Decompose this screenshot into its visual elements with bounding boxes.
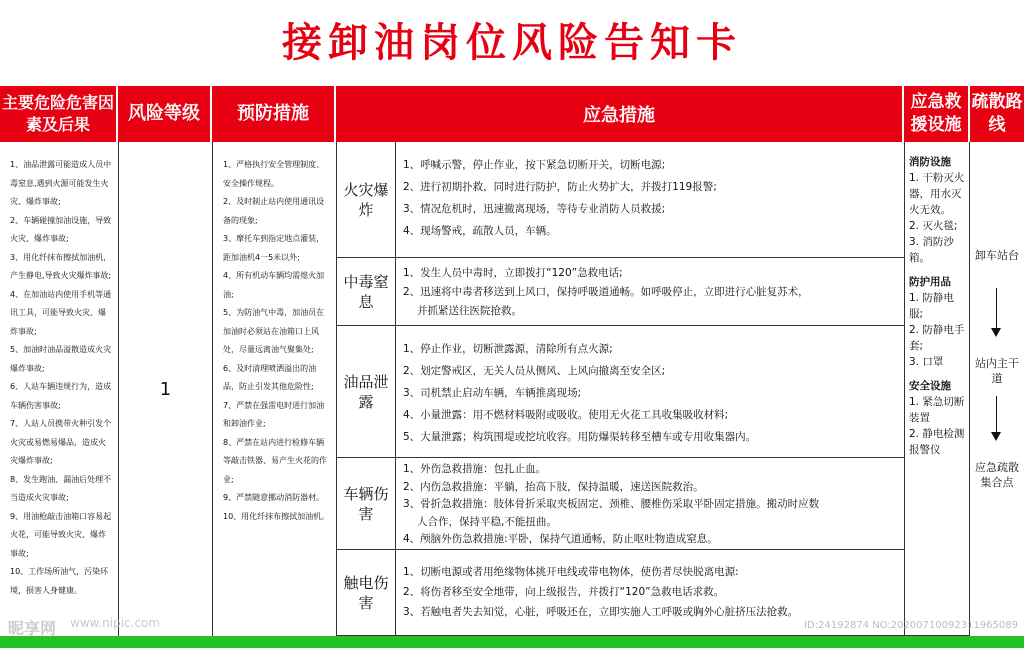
protective-gear-title: 防护用品 [909,276,951,288]
prevention-item: 6、及时清理喷洒溢出的油品，防止引发其他危险性; [223,363,317,391]
evac-start: 卸车站台 [975,249,1019,262]
emergency-row-leak [337,326,905,458]
page-title: 接卸油岗位风险告知卡 [282,20,742,66]
fire-facility-item: 1. 干粉灭火器，用水灭火无效。 [909,172,965,216]
watermark-id: ID:24192874 NO:20200710092311965089 [804,620,1018,631]
row-label: 触电伤害 [337,550,396,635]
evac-middle: 站内主干道 [975,357,1019,385]
safety-facilities-title: 安全设施 [909,380,951,392]
fire-facility-item: 3. 消防沙箱。 [909,236,954,264]
protective-gear-item: 3. 口罩 [909,356,944,368]
watermark-url: www.nipic.com [70,616,161,630]
protective-gear-item: 2. 防静电手套; [909,324,965,352]
header-rescue: 应急救援设施 [904,86,970,142]
row-items [395,258,905,325]
measure-item: 并抓紧送往医院抢救。 [417,305,522,317]
arrowhead-icon [991,328,1001,337]
hazards-column [0,142,118,636]
prevention-item: 1、严格执行安全管理制度、安全操作规程。 [223,160,325,188]
emergency-row-vehicle [337,458,905,550]
measure-item: 2、将伤者移至安全地带，向上级报告，并拨打“120”急救电话求救。 [403,586,725,598]
watermark-logo: 昵享网 [8,619,57,638]
hazard-item: 8、发生跑油、漏油后处理不当造成火灾事故; [10,474,112,502]
evacuation-column [970,142,1024,636]
fire-facility-item: 2. 灭火毯; [909,220,958,232]
emergency-row-fire [337,142,905,258]
prevention-column [212,142,336,636]
arrow-down-icon [996,288,997,328]
row-label: 油品泄露 [337,326,396,457]
arrowhead-icon [991,432,1001,441]
measure-item: 1、发生人员中毒时，立即拨打“120”急救电话; [403,267,623,279]
header-prevention: 预防措施 [212,86,336,142]
measure-item: 人合作，保持平稳,不能扭曲。 [417,515,557,528]
row-label: 中毒窒息 [337,258,396,325]
row-items [395,458,905,549]
measure-item: 4、小量泄露：用不燃材料吸附或吸收。使用无火花工具收集吸收材料; [403,409,729,421]
hazard-item: 10、工作场所油气，污染环境，损害人身健康。 [10,567,109,595]
measure-item: 3、若触电者失去知觉，心脏，呼吸还在，立即实施人工呼吸或胸外心脏挤压法抢救。 [403,606,799,618]
measure-item: 1、停止作业，切断泄露源，清除所有点火源; [403,343,613,355]
hazard-item: 2、车辆碰撞加油设施，导致火灾、爆炸事故; [10,215,112,243]
prevention-item: 3、摩托车到指定地点灌装，距加油机4一5米以外; [223,234,325,262]
measure-item: 1、呼喊示警，停止作业，按下紧急切断开关，切断电源; [403,159,666,171]
risk-level-column [118,142,212,636]
safety-facility-item: 1. 紧急切断装置 [909,396,965,424]
measure-item: 3、骨折急救措施：肢体骨折采取夹板固定、颈椎、腰椎伤采取平卧固定措施。搬动时应数 [403,498,820,510]
prevention-item: 9、严禁随意挪动消防器材。 [223,493,325,502]
prevention-item: 5、为防油气中毒，加油员在加油时必须站在油箱口上风处，尽量远离油气聚集处; [223,308,325,354]
measure-item: 4、颅脑外伤急救措施:平卧，保持气道通畅，防止呕吐物造成窒息。 [403,533,718,545]
prevention-item: 10、用化纤抹布擦拭加油机。 [223,511,330,521]
prevention-item: 4、所有机动车辆均需熄火加油; [223,271,325,299]
prevention-item: 2、及时制止站内使用通讯设备的现象; [223,197,325,225]
measure-item: 1、外伤急救措施：包扎止血。 [403,463,547,475]
measure-item: 3、司机禁止启动车辆，车辆推离现场; [403,387,582,399]
measure-item: 2、划定警戒区，无关人员从侧风、上风向撤离至安全区; [403,365,666,377]
hazard-item: 3、用化纤抹布擦拭加油机，产生静电,导致火灾爆炸事故; [10,252,112,280]
measure-item: 1、切断电源或者用绝缘物体挑开电线或带电物体，使伤者尽快脱离电源: [403,566,739,578]
measure-item: 4、现场警戒，疏散人员，车辆。 [403,225,557,237]
header-risk-level: 风险等级 [118,86,212,142]
risk-level-value: 1 [159,378,172,400]
evac-end: 应急疏散集合点 [975,461,1019,489]
row-items [395,142,905,257]
header-emergency: 应急措施 [336,86,904,142]
hazard-item: 5、加油时油品溢散造成火灾爆炸事故; [10,345,112,373]
header-evacuation: 疏散路线 [970,86,1024,142]
hazard-item: 1、油品泄露可能造成人员中毒窒息,遇到火源可能发生火灾、爆炸事故; [10,160,112,206]
row-label: 车辆伤害 [337,458,396,549]
prevention-item: 7、严禁在强雷电时进行加油和卸油作业; [223,400,325,428]
footer-bar [0,636,1024,648]
row-items [395,326,905,457]
header-hazards: 主要危险危害因素及后果 [0,86,118,142]
emergency-column [336,142,904,636]
protective-gear-item: 1. 防静电服; [909,292,954,320]
emergency-row-poison [337,258,905,326]
rescue-column [904,142,970,636]
safety-facility-item: 2. 静电检测报警仪 [909,428,965,456]
measure-item: 3、情况危机时，迅速撤离现场，等待专业消防人员救援; [403,203,666,215]
hazard-item: 6、人站车辆违规行为，造成车辆伤害事故; [10,382,112,410]
prevention-item: 8、严禁在站内进行检修车辆等敲击铁器、易产生火花的作业; [223,437,327,484]
row-label: 火灾爆炸 [337,142,396,257]
hazard-item: 7、人站人员携带火种引发个火灾或易燃易爆品，造成火灾爆炸事故; [10,419,112,465]
measure-item: 2、迅速将中毒者移送到上风口，保持呼吸道通畅。如呼吸停止，立即进行心脏复苏术， [403,286,809,298]
measure-item: 2、进行初期扑救，同时进行防护，防止火势扩大，并拨打119报警; [403,181,717,193]
measure-item: 5、大量泄露；构筑围堤或挖坑收容。用防爆渠转移至槽车或专用收集器内。 [403,431,757,443]
fire-facilities-title: 消防设施 [909,156,951,168]
measure-item: 2、内伤急救措施：平躺，抬高下肢，保持温暖，速送医院救治。 [403,480,704,493]
arrow-down-icon [996,396,997,432]
hazard-item: 9、用油枪敲击油箱口容易起火花，可能导致火灾、爆炸事故; [10,511,112,558]
hazard-item: 4、在加油站内使用手机等通讯工具，可能导致火灾、爆炸事故; [10,289,112,336]
